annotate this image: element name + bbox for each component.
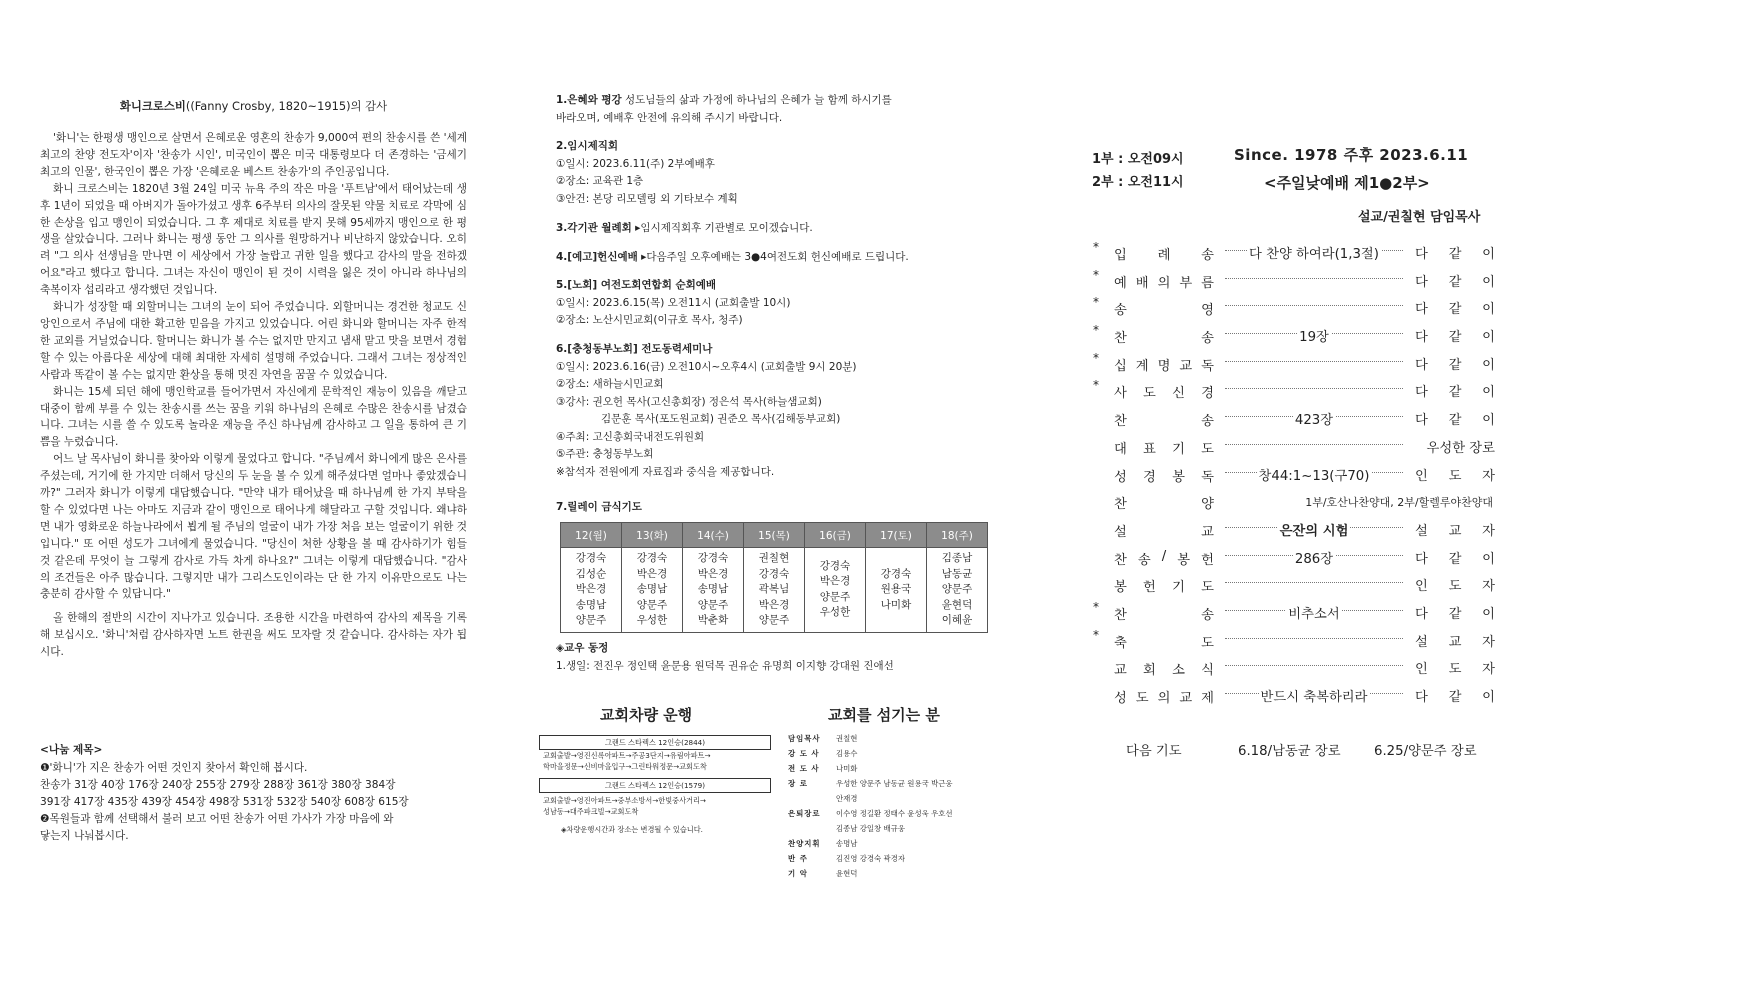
car2-label: 그랜드 스타렉스 12인승(1579) bbox=[539, 778, 771, 793]
worship-order-row bbox=[1088, 294, 1508, 322]
essay-paragraph: 화니는 15세 되던 해에 맹인학교를 들어가면서 자신에게 문학적인 재능이 있음을 깨닫고 대중이 함께 부를 수 있는 찬송시를 쓰는 꿈을 키워 하나님의 은혜로 수많은 찬송시를 남겼습니다. 그녀는 시를 쓸 수 있도록 놀라운 재능을 주신 하나님께 감사하고 그 일을 통하여 큰 기쁨을 누렸습니다. bbox=[40, 385, 467, 449]
worship-order-content-text: 반드시 축복하리라 bbox=[1260, 690, 1368, 705]
announcement-6-line: ④주최: 고신총회국내전도위원회 bbox=[556, 430, 705, 443]
serve-role bbox=[788, 791, 836, 806]
worship-order-row bbox=[1088, 488, 1508, 516]
share-line: 찬송가 31장 40장 176장 240장 255장 279장 288장 361장 380장 384장 bbox=[40, 779, 396, 791]
service-time-1: 1부 : 오전09시 bbox=[1092, 152, 1184, 167]
serve-role: 기 악 bbox=[788, 869, 808, 878]
worship-order-content bbox=[1225, 520, 1403, 539]
worship-order-leader: 다 같 이 bbox=[1415, 606, 1495, 622]
worship-order-content-text: 비추소서 bbox=[1288, 606, 1340, 622]
announcement-4 bbox=[556, 249, 988, 267]
serve-names: 나미화 bbox=[836, 764, 858, 773]
serve-names: 윤현덕 bbox=[836, 869, 858, 878]
announcement-5 bbox=[556, 277, 988, 330]
essay-title-name: 화니크로스비 bbox=[119, 99, 186, 113]
since-date: Since. 1978 주후 2023.6.11 bbox=[1234, 146, 1469, 164]
essay-paragraph: 화니 크로스비는 1820년 3월 24일 미국 뉴욕 주의 작은 마을 '푸트남'에서 태어났는데 생후 1년이 되었을 때 아버지가 돌아가셨고 생후 6주부터 의사의 잘못된 약물 치료로 각막에 심한 손상을 입고 맹인이 되었습니다. 그 후 제대로 치료를 받지 못해 95세까지 맹인으로 한 평생을 살았습니다. 그러나 화니는 평생 동안 그 의사를 원망하거나 비난하지 않았습니다. 오히려 "그 의사 선생님을 만나면 이 세상에서 가장 놀랍고 귀한 일을 했다고 감사의 말을 전하겠어요"라고 했다고 합니다. 그녀는 자신이 맹인이 된 것이 시력을 잃은 것이 아니라 하나님의 축복이자 섭리라고 생각했던 것입니다. bbox=[40, 182, 467, 297]
leader-dots bbox=[1225, 278, 1403, 279]
worship-order-content-text: 은잔의 시험 bbox=[1279, 523, 1349, 539]
worship-order-content bbox=[1225, 409, 1403, 428]
announcement-4-text: ▸다음주일 오후예배는 3●4여전도회 헌신예배로 드립니다. bbox=[637, 251, 909, 263]
share-title: <나눔 제목> bbox=[40, 744, 103, 756]
next-prayer-label: 다음 기도 bbox=[1126, 744, 1182, 759]
share-line: 닿는지 나눠봅시다. bbox=[40, 830, 129, 842]
member-news-text: 1.생일: 전진우 정인택 윤문용 원덕목 권유순 유명희 이지향 강대원 진애선 bbox=[556, 659, 894, 672]
serve-role: 전 도 사 bbox=[788, 764, 820, 773]
next-prayer-2: 6.25/양문주 장로 bbox=[1374, 744, 1477, 759]
share-line: ❷목원들과 함께 선택해서 불러 보고 어떤 찬송가 어떤 가사가 가장 마음에 와 bbox=[40, 813, 394, 825]
serve-names: 송명남 bbox=[836, 839, 858, 848]
worship-order-leader: 다 같 이 bbox=[1415, 247, 1495, 262]
worship-order-item: 사 도 신 경 bbox=[1114, 386, 1214, 402]
worship-order-item: 교 회 소 식 bbox=[1114, 663, 1214, 679]
serve-row bbox=[788, 836, 1018, 851]
worship-order-leader: 우성한 장로 bbox=[1426, 440, 1495, 456]
serve-row bbox=[788, 731, 1018, 746]
worship-order-row bbox=[1088, 267, 1508, 295]
announcement-2-line: ①일시: 2023.6.11(주) 2부예배후 bbox=[556, 157, 715, 170]
prayer-day: 14(수) bbox=[683, 523, 744, 548]
worship-order-row bbox=[1088, 433, 1508, 461]
worship-order-item: 찬 송 bbox=[1114, 331, 1214, 347]
serve-row bbox=[788, 866, 1018, 881]
worship-order-item: 설 교 bbox=[1114, 524, 1214, 540]
next-prayer-1: 6.18/남동균 장로 bbox=[1238, 744, 1341, 759]
announcement-2 bbox=[556, 138, 988, 208]
announcement-5-line: ①일시: 2023.6.15(목) 오전11시 (교회출발 10시) bbox=[556, 296, 791, 309]
serve-role: 찬양지휘 bbox=[788, 839, 821, 848]
serve-row bbox=[788, 776, 1018, 791]
worship-order-item: 찬 송 bbox=[1114, 414, 1214, 430]
worship-order-leader: 인 도 자 bbox=[1415, 662, 1495, 678]
worship-order-leader: 다 같 이 bbox=[1415, 551, 1495, 567]
announcement-7-head: 7.릴레이 금식기도 bbox=[556, 501, 642, 513]
worship-order-list bbox=[1088, 239, 1508, 710]
prayer-names: 강경숙 박은경 송명남 양문주 우성한 bbox=[622, 548, 683, 633]
serve-role bbox=[788, 821, 836, 836]
worship-order-content bbox=[1225, 465, 1403, 484]
announcement-3-text: ▸임시제직회후 기관별로 모이겠습니다. bbox=[631, 222, 813, 234]
essay-body bbox=[40, 130, 467, 661]
serve-role: 강 도 사 bbox=[788, 749, 820, 758]
announcement-3-head: 3.각기관 월례회 bbox=[556, 222, 632, 234]
serve-role: 은퇴장로 bbox=[788, 809, 821, 818]
worship-order-content-text: 286장 bbox=[1294, 551, 1334, 567]
serve-row bbox=[788, 791, 1018, 806]
essay-paragraph: 화니가 성장할 때 외할머니는 그녀의 눈이 되어 주었습니다. 외할머니는 경건한 청교도 신앙인으로서 주님에 대한 확고한 믿음을 가지고 있었습니다. 어린 화니와 할머니는 자주 한적한 교외를 거닐었습니다. 할머니는 화니가 볼 수는 없지만 만지고 냄새 맡고 맛을 보면서 경험할 수 있는 아름다운 세상에 대해 최대한 자세히 설명해 주었습니다. 그래서 그녀는 정상적인 사람과 똑같이 볼 수는 없지만 환상을 통해 멋진 자연을 꿈꿀 수 있었습니다. bbox=[40, 301, 467, 381]
prayer-names: 강경숙 박은경 양문주 우성한 bbox=[805, 548, 866, 633]
serve-title: 교회를 섬기는 분 bbox=[828, 706, 940, 724]
prayer-names: 강경숙 원용국 나미화 bbox=[866, 548, 927, 633]
announcement-1-text: 성도님들의 삶과 가정에 하나님의 은혜가 늘 함께 하시기를 bbox=[621, 94, 892, 106]
leader-dots bbox=[1225, 388, 1403, 389]
worship-order-leader: 다 같 이 bbox=[1415, 330, 1495, 346]
prayer-names: 강경숙 박은경 송명남 양문주 박춘화 bbox=[683, 548, 744, 633]
leader-dots bbox=[1225, 582, 1403, 583]
essay-title-rest: ((Fanny Crosby, 1820~1915)의 감사 bbox=[185, 99, 388, 113]
prayer-day: 18(주) bbox=[927, 523, 988, 548]
car1-route-line: 학마을정문→신비마을입구→그린타워정문→교회도착 bbox=[543, 762, 707, 771]
announcement-6 bbox=[556, 341, 988, 481]
essay-paragraph: '화니'는 한평생 맹인으로 살면서 은혜로운 영혼의 찬송가 9,000여 편의 찬송시를 쓴 '세계 최고의 찬양 전도자'이자 '찬송가 시인', 미국인이 뽑은 미국 대통령보다 더 존경하는 '금세기 최고의 인물', 한국인이 뽑은 가장 '은혜로운 베스트 찬송가'의 주인공입니다. bbox=[40, 132, 467, 178]
worship-order-content bbox=[1225, 494, 1495, 510]
leader-dots bbox=[1225, 665, 1403, 666]
worship-order-leader: 인 도 자 bbox=[1415, 579, 1495, 595]
worship-order-row bbox=[1088, 571, 1508, 599]
worship-order-item: 대 표 기 도 bbox=[1114, 441, 1214, 457]
standing-mark: * bbox=[1093, 627, 1099, 642]
serve-role: 장 로 bbox=[788, 779, 808, 788]
serve-names: 권칠현 bbox=[836, 734, 858, 743]
essay-paragraph: 올 한해의 절반의 시간이 지나가고 있습니다. 조용한 시간을 마련하여 감사의 제목을 기록해 보십시오. '화니'처럼 감사하자면 노트 한권을 써도 모자랄 것 같습니다. 감사하는 자가 됩시다. bbox=[40, 612, 467, 659]
worship-order-leader: 다 같 이 bbox=[1415, 413, 1495, 429]
serve-row bbox=[788, 806, 1018, 821]
prayer-table bbox=[560, 522, 988, 633]
standing-mark: * bbox=[1093, 350, 1099, 365]
service-title: <주일낮예배 제1●2부> bbox=[1264, 174, 1430, 192]
standing-mark: * bbox=[1093, 378, 1099, 393]
announcement-6-line: 김문훈 목사(포도원교회) 권준오 목사(김해동부교회) bbox=[601, 413, 841, 425]
announcement-7 bbox=[556, 499, 988, 517]
worship-order-item: 찬 양 bbox=[1114, 497, 1214, 513]
serve-names: 안재경 bbox=[836, 794, 858, 803]
share-topics bbox=[40, 742, 467, 845]
worship-order-item: 십 계 명 교 독 bbox=[1114, 358, 1214, 374]
announcement-1 bbox=[556, 92, 988, 127]
worship-order-content-text: 창44:1~13(구70) bbox=[1258, 468, 1370, 484]
worship-order-leader: 다 같 이 bbox=[1415, 357, 1495, 373]
announcement-6-line: ③강사: 권오헌 목사(고신총회장) 정은석 목사(하늘샘교회) bbox=[556, 395, 822, 408]
car-note: ◈차량운행시간과 장소는 변경될 수 있습니다. bbox=[561, 825, 703, 834]
preacher: 설교/권칠현 담임목사 bbox=[1358, 210, 1481, 225]
essay-paragraph: 어느 날 목사님이 화니를 찾아와 이렇게 물었다고 합니다. "주님께서 화니에게 많은 은사를 주셨는데, 거기에 한 가지만 더해서 당신의 두 눈을 볼 수 있게 해주셨다면 얼마나 좋았겠습니까?" 그러자 화니가 이렇게 대답했습니다. "만약 내가 태어났을 때 하나님께 한 가지 부탁을 할 수 있었다면 나는 아마도 지금과 같이 맹인으로 태어나게 해달라고 구할 것입니다. 왜냐하면 내가 영화로운 하늘나라에서 뵙게 될 주님의 얼굴이 내가 가장 처음 보는 얼굴이기 위한 것입니다." 또 어떤 성도가 그녀에게 물었습니다. "당신이 처한 상황을 볼 때 감사하기가 힘들 것 같은데 무엇이 늘 그렇게 감사로 가득 차게 하나요?" 그녀는 이렇게 대답했습니다. "감사의 조건들은 아주 많습니다. 그렇지만 내가 그리스도인이라는 단 한 가지 이유만으로도 나는 충분히 감사할 수 있답니다." bbox=[40, 453, 467, 601]
worship-order-row bbox=[1088, 239, 1508, 267]
worship-order-item: 성 경 봉 독 bbox=[1114, 469, 1214, 485]
worship-order-item: 입 례 송 bbox=[1114, 248, 1214, 263]
worship-order-row bbox=[1088, 516, 1508, 544]
worship-order-content bbox=[1225, 603, 1403, 622]
worship-order-content bbox=[1225, 243, 1403, 262]
standing-mark: * bbox=[1093, 599, 1099, 614]
worship-order-item: 봉 헌 기 도 bbox=[1114, 580, 1214, 596]
standing-mark: * bbox=[1093, 267, 1099, 282]
car1-route bbox=[543, 750, 711, 772]
serve-row bbox=[788, 851, 1018, 866]
announcement-6-line: ⑤주관: 충청동부노회 bbox=[556, 448, 654, 460]
car2-route-line: 성남동→대주파크빌→교회도착 bbox=[543, 807, 639, 816]
worship-order-row bbox=[1088, 350, 1508, 378]
worship-order-item: 성 도 의 교 제 bbox=[1114, 691, 1214, 706]
standing-mark: * bbox=[1093, 295, 1099, 310]
prayer-day: 15(목) bbox=[744, 523, 805, 548]
serve-names: 김종남 강일창 배규웅 bbox=[836, 824, 905, 833]
worship-order-row bbox=[1088, 654, 1508, 682]
worship-order-leader: 다 같 이 bbox=[1415, 385, 1495, 401]
leader-dots bbox=[1225, 305, 1403, 306]
share-line: 391장 417장 435장 439장 454장 498장 531장 532장 540장 608장 615장 bbox=[40, 796, 409, 808]
worship-order-content bbox=[1225, 686, 1403, 705]
serve-names: 이수영 정길환 정태수 윤성욱 우호선 bbox=[836, 809, 953, 818]
prayer-names: 권칠현 강경숙 곽복님 박은경 양문주 bbox=[744, 548, 805, 633]
worship-order-row bbox=[1088, 544, 1508, 572]
worship-order-row bbox=[1088, 405, 1508, 433]
worship-order-item: 축 도 bbox=[1114, 635, 1214, 651]
serve-list bbox=[788, 731, 1018, 881]
standing-mark: * bbox=[1093, 240, 1099, 254]
leader-dots bbox=[1225, 638, 1403, 639]
announcement-1-text2: 바라오며, 예배후 안전에 유의해 주시기 바랍니다. bbox=[556, 111, 783, 124]
standing-mark: * bbox=[1093, 323, 1099, 338]
announcement-2-head: 2.임시제직회 bbox=[556, 140, 619, 152]
worship-order-row bbox=[1088, 599, 1508, 627]
worship-order-leader: 설 교 자 bbox=[1415, 634, 1495, 650]
member-news bbox=[556, 640, 988, 675]
prayer-day: 13(화) bbox=[622, 523, 683, 548]
announcement-6-line: ②장소: 새하늘시민교회 bbox=[556, 378, 664, 390]
prayer-names-row bbox=[561, 548, 988, 633]
worship-order-row bbox=[1088, 322, 1508, 350]
worship-order-row bbox=[1088, 377, 1508, 405]
worship-order-leader: 다 같 이 bbox=[1415, 302, 1495, 318]
essay-title bbox=[40, 98, 467, 114]
worship-order-content-text: 19장 bbox=[1299, 330, 1329, 346]
service-time-2: 2부 : 오전11시 bbox=[1092, 175, 1184, 190]
announcement-3 bbox=[556, 220, 988, 238]
announcement-4-head: 4.[예고]헌신예배 bbox=[556, 251, 638, 263]
serve-row bbox=[788, 821, 1018, 836]
worship-order-content-text: 423장 bbox=[1294, 413, 1334, 429]
prayer-header-row bbox=[561, 523, 988, 548]
worship-order-row bbox=[1088, 627, 1508, 655]
prayer-names: 김종남 남동균 양문주 윤현덕 이혜윤 bbox=[927, 548, 988, 633]
worship-order-leader: 다 같 이 bbox=[1415, 274, 1495, 290]
worship-order-item: 예 배 의 부 름 bbox=[1114, 275, 1214, 291]
serve-names: 김진영 강경숙 곽경자 bbox=[836, 854, 905, 863]
serve-row bbox=[788, 746, 1018, 761]
worship-order-content-text: 1부/호산나찬양대, 2부/할렐루야찬양대 bbox=[1305, 496, 1493, 510]
serve-role: 반 주 bbox=[788, 854, 808, 863]
prayer-day: 16(금) bbox=[805, 523, 866, 548]
announcement-6-line: ①일시: 2023.6.16(금) 오전10시~오후4시 (교회출발 9시 20분) bbox=[556, 360, 857, 373]
worship-order-leader: 인 도 자 bbox=[1415, 468, 1495, 484]
announcement-2-line: ③안건: 본당 리모델링 외 기타보수 계획 bbox=[556, 192, 738, 205]
prayer-names: 강경숙 김성순 박은경 송명남 양문주 bbox=[561, 548, 622, 633]
member-news-head: ◈교우 동정 bbox=[556, 642, 609, 654]
share-line: ❶'화니'가 지은 찬송가 어떤 것인지 찾아서 확인해 봅시다. bbox=[40, 762, 308, 774]
leader-dots bbox=[1225, 444, 1403, 445]
serve-role: 담임목사 bbox=[788, 734, 821, 743]
leader-dots bbox=[1225, 361, 1403, 362]
prayer-day: 17(토) bbox=[866, 523, 927, 548]
worship-order-content-text: 다 찬양 하여라(1,3절) bbox=[1249, 247, 1379, 262]
serve-names: 우성한 양문주 남동균 원용국 박근웅 bbox=[836, 779, 953, 788]
announcement-5-head: 5.[노회] 여전도회연합회 순회예배 bbox=[556, 279, 717, 291]
announcement-5-line: ②장소: 노산시민교회(이규호 목사, 청주) bbox=[556, 314, 743, 326]
announcement-6-head: 6.[충청동부노회] 전도동력세미나 bbox=[556, 343, 713, 355]
serve-names: 김용수 bbox=[836, 749, 858, 758]
car1-label: 그랜드 스타렉스 12인승(2844) bbox=[539, 735, 771, 750]
worship-order-content bbox=[1225, 326, 1403, 345]
serve-row bbox=[788, 761, 1018, 776]
worship-order-row bbox=[1088, 682, 1508, 710]
worship-order-leader: 다 같 이 bbox=[1415, 690, 1495, 705]
announcement-6-line: ※참석자 전원에게 자료집과 중식을 제공합니다. bbox=[556, 465, 775, 478]
worship-order-leader: 설 교 자 bbox=[1415, 523, 1495, 539]
car-title: 교회차량 운행 bbox=[600, 706, 693, 724]
worship-order-content bbox=[1225, 548, 1403, 567]
car1-route-line: 교회출발→영진신록아파트→주공3단지→유림아파트→ bbox=[543, 751, 711, 760]
announcement-2-line: ②장소: 교육관 1층 bbox=[556, 175, 644, 187]
car2-route bbox=[543, 795, 706, 817]
prayer-day: 12(월) bbox=[561, 523, 622, 548]
worship-order-row bbox=[1088, 461, 1508, 489]
car2-route-line: 교회출발→영진아파트→중부소방서→한빛중사거리→ bbox=[543, 796, 706, 805]
announcement-1-head: 1.은혜와 평강 bbox=[556, 94, 622, 106]
worship-order-item: 찬 송 bbox=[1114, 607, 1214, 623]
worship-order-item: 송 영 bbox=[1114, 303, 1214, 319]
worship-order-item: 찬 송 / 봉 헌 bbox=[1114, 548, 1214, 568]
next-prayer bbox=[1126, 740, 1506, 759]
